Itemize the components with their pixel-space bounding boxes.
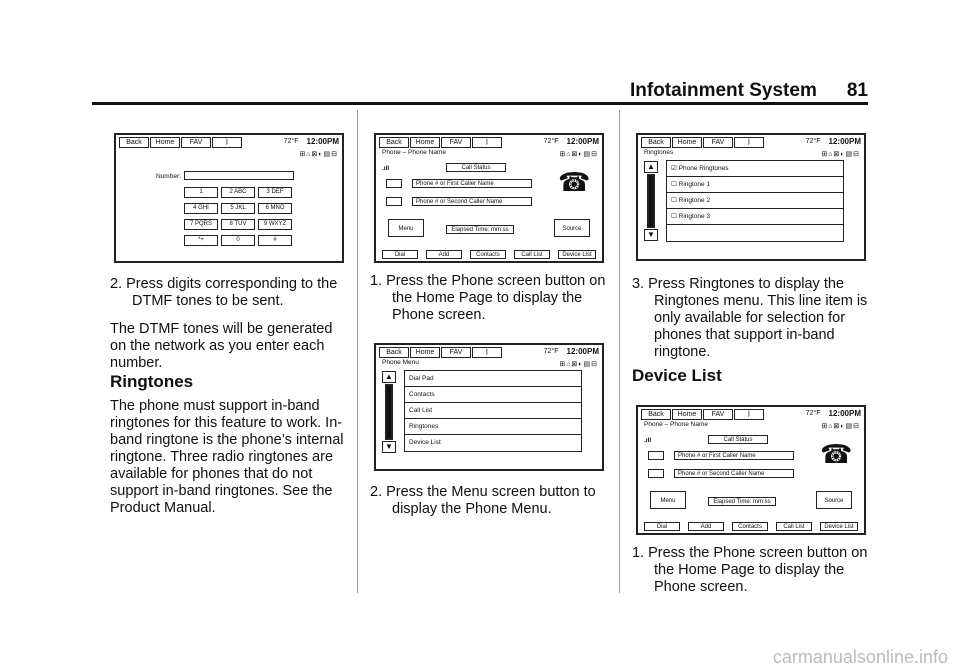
- fav-button: FAV: [703, 137, 733, 148]
- scroll-down-icon: ▼: [644, 229, 658, 241]
- key: #: [258, 235, 292, 246]
- scroll-up-icon: ▲: [382, 371, 396, 383]
- phone-screen-figure: [374, 133, 604, 263]
- paragraph: The phone must support in-band ringtones for this feature to work. In-band ringtone is the phone’s internal ringtone. Three radio ringtones are available for phones that do not support in-band ringtones. See the Product Manual.: [110, 398, 344, 516]
- status-icons: ⊞⌂⊠◐▤⊟: [299, 151, 338, 158]
- clock: 12:00PM: [566, 137, 599, 146]
- checkbox-checked-icon: ☑: [671, 165, 679, 172]
- list-item: [667, 177, 843, 193]
- fav-button: FAV: [441, 137, 471, 148]
- temperature: 72°F: [283, 138, 299, 145]
- fav-button: FAV: [181, 137, 211, 148]
- list-item-label: Ringtone 1: [678, 181, 711, 188]
- clock: 12:00PM: [306, 137, 339, 146]
- menu-button: Menu: [650, 491, 686, 509]
- column-3-step-3: [632, 276, 872, 372]
- key: 5 JKL: [221, 203, 255, 214]
- temperature: 72°F: [805, 138, 821, 145]
- clock: 12:00PM: [828, 137, 861, 146]
- list-item: [667, 225, 843, 241]
- call-status: Call Status: [446, 163, 506, 172]
- key: 2 ABC: [221, 187, 255, 198]
- device-phone-screen-figure: [636, 405, 866, 535]
- list-item-label: Ringtone 3: [678, 213, 711, 220]
- line-button: [386, 197, 402, 206]
- back-button: Back: [641, 137, 671, 148]
- list-item: Ringtones: [405, 419, 581, 435]
- source-button: Source: [554, 219, 590, 237]
- checkbox-icon: ☐: [671, 181, 679, 188]
- number-field: [184, 171, 294, 180]
- phone-menu-figure: [374, 343, 604, 471]
- device-list-button: Device List: [558, 250, 596, 259]
- ringtones-screen-figure: [636, 133, 866, 261]
- column-1: [110, 276, 350, 383]
- status-icons: ⊞⌂⊠◐▤⊟: [821, 151, 860, 158]
- step-2-text: 2. Press digits corresponding to the DTMF tones to be sent.: [110, 276, 338, 309]
- list-item-label: Ringtone 2: [678, 197, 711, 204]
- step-3-text: 3. Press Ringtones to display the Ringtones menu. This line item is only available for selection for phones that support in-band ringtone.: [632, 276, 868, 360]
- ringtones-subtitle: Ringtones: [644, 149, 674, 156]
- key: 8 TUV: [221, 219, 255, 230]
- back-button: Back: [379, 137, 409, 148]
- step-2-text: 2. Press the Menu screen button to display the Phone Menu.: [370, 484, 596, 517]
- key: 7 PQRS: [184, 219, 218, 230]
- home-button: Home: [150, 137, 180, 148]
- menu-subtitle: Phone Menu: [382, 359, 419, 366]
- key: 0: [221, 235, 255, 246]
- heading-device-list: Device List: [632, 366, 722, 385]
- checkbox-icon: ☐: [671, 213, 679, 220]
- call-status: Call Status: [708, 435, 768, 444]
- contacts-button: Contacts: [732, 522, 768, 531]
- scroll-track: [385, 384, 393, 440]
- signal-icon: .ıll: [644, 437, 652, 444]
- elapsed-time: Elapsed Time: mm:ss: [446, 225, 514, 234]
- status-icons: ⊞⌂⊠◐▤⊟: [559, 361, 598, 368]
- column-2-step-2: [370, 484, 610, 529]
- handset-icon: ☎: [558, 167, 591, 197]
- scroll-track: [647, 174, 655, 228]
- number-label: Number:: [156, 173, 181, 180]
- bluetooth-icon: ᛒ: [734, 409, 764, 420]
- checkbox-icon: ☐: [671, 197, 679, 204]
- header-rule: [92, 102, 868, 105]
- contacts-button: Contacts: [470, 250, 506, 259]
- key: 1: [184, 187, 218, 198]
- first-caller: Phone # or First Caller Name: [412, 179, 532, 188]
- home-button: Home: [410, 347, 440, 358]
- page-number: 81: [846, 80, 868, 101]
- column-3-step-1: [632, 545, 872, 607]
- phone-subtitle: Phone – Phone Name: [644, 421, 708, 428]
- section-title: Infotainment System: [629, 80, 817, 101]
- list-item: Contacts: [405, 387, 581, 403]
- column-divider: [619, 110, 620, 593]
- status-icons: ⊞⌂⊠◐▤⊟: [559, 151, 598, 158]
- keypad-screen-figure: [114, 133, 344, 263]
- menu-button: Menu: [388, 219, 424, 237]
- handset-icon: ☎: [820, 439, 853, 469]
- key: 6 MNO: [258, 203, 292, 214]
- scrollbar: [382, 371, 396, 453]
- fav-button: FAV: [441, 347, 471, 358]
- clock: 12:00PM: [828, 409, 861, 418]
- watermark: carmanualsonline.info: [772, 647, 948, 667]
- scroll-up-icon: ▲: [644, 161, 658, 173]
- source-button: Source: [816, 491, 852, 509]
- back-button: Back: [641, 409, 671, 420]
- list-item: Device List: [409, 439, 441, 446]
- list-item: Call List: [405, 403, 581, 419]
- temperature: 72°F: [543, 348, 559, 355]
- key: 9 WXYZ: [258, 219, 292, 230]
- status-icons: ⊞⌂⊠◐▤⊟: [821, 423, 860, 430]
- fav-button: FAV: [703, 409, 733, 420]
- list-item: [667, 209, 843, 225]
- dial-button: Dial: [382, 250, 418, 259]
- list-item: [667, 193, 843, 209]
- line-button: [386, 179, 402, 188]
- call-list-button: Call List: [514, 250, 550, 259]
- line-button: [648, 469, 664, 478]
- add-button: Add: [426, 250, 462, 259]
- home-button: Home: [672, 137, 702, 148]
- temperature: 72°F: [805, 410, 821, 417]
- column-2-step-1: [370, 273, 610, 335]
- key: 4 GHI: [184, 203, 218, 214]
- heading-ringtones: Ringtones: [110, 372, 194, 391]
- call-list-button: Call List: [776, 522, 812, 531]
- bluetooth-icon: ᛒ: [212, 137, 242, 148]
- page-header: [630, 80, 868, 102]
- bluetooth-icon: ᛒ: [734, 137, 764, 148]
- list-item: Dial Pad: [405, 371, 581, 387]
- back-button: Back: [119, 137, 149, 148]
- elapsed-time: Elapsed Time: mm:ss: [708, 497, 776, 506]
- home-button: Home: [672, 409, 702, 420]
- bluetooth-icon: ᛒ: [472, 137, 502, 148]
- signal-icon: .ıll: [382, 165, 390, 172]
- first-caller: Phone # or First Caller Name: [674, 451, 794, 460]
- line-button: [648, 451, 664, 460]
- list-item-label: Phone Ringtones: [678, 165, 729, 172]
- phone-subtitle: Phone – Phone Name: [382, 149, 446, 156]
- bluetooth-icon: ᛒ: [472, 347, 502, 358]
- back-button: Back: [379, 347, 409, 358]
- clock: 12:00PM: [566, 347, 599, 356]
- scrollbar: [644, 161, 658, 241]
- menu-list: [404, 370, 582, 452]
- key: 3 DEF: [258, 187, 292, 198]
- list-item: [667, 161, 843, 177]
- dial-button: Dial: [644, 522, 680, 531]
- column-divider: [357, 110, 358, 593]
- key: *+: [184, 235, 218, 246]
- temperature: 72°F: [543, 138, 559, 145]
- device-list-button: Device List: [820, 522, 858, 531]
- second-caller: Phone # or Second Caller Name: [674, 469, 794, 478]
- ringtones-paragraph: [110, 398, 350, 528]
- home-button: Home: [410, 137, 440, 148]
- second-caller: Phone # or Second Caller Name: [412, 197, 532, 206]
- ringtone-list: [666, 160, 844, 242]
- step-1-text: 1. Press the Phone screen button on the Home Page to display the Phone screen.: [632, 545, 868, 595]
- add-button: Add: [688, 522, 724, 531]
- paragraph: The DTMF tones will be generated on the network as you enter each number.: [110, 321, 333, 371]
- scroll-down-icon: ▼: [382, 441, 396, 453]
- step-1-text: 1. Press the Phone screen button on the Home Page to display the Phone screen.: [370, 273, 606, 323]
